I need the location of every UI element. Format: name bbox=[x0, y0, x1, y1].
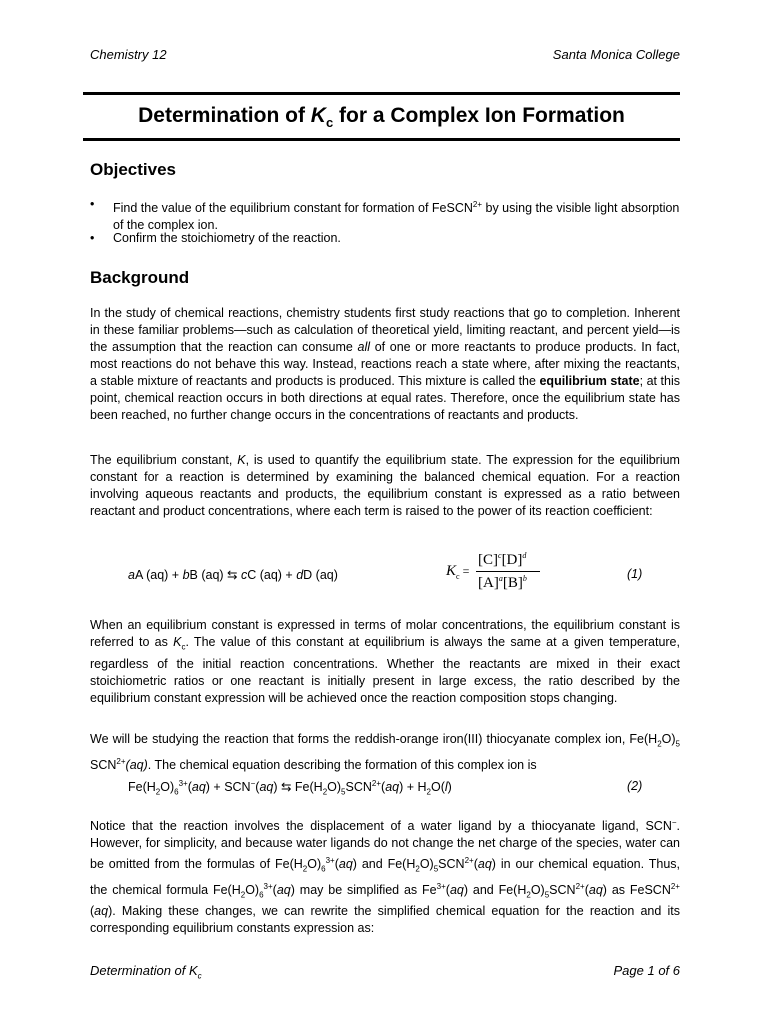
paragraph-2: The equilibrium constant, K, is used to quantify the equilibrium state. The expression for the equilibrium constant for a reaction is determined by examining the balanced chemical equation. For a reaction involving aqueous reactants and products, the equilibrium constant is expressed as a ratio between reactant and product concentrations, where each term is raised to the power of its reaction coefficient: bbox=[90, 453, 680, 518]
objectives-heading: Objectives bbox=[90, 160, 176, 179]
kc-numerator: $[C]^c[D]^d$ bbox=[478, 551, 527, 568]
objective-item: • Find the value of the equilibrium constant for formation of FeSCN$^{2+}$ by using the visible light absorption of the complex ion. bbox=[90, 197, 680, 233]
title-rule-bottom bbox=[83, 138, 680, 141]
kc-symbol: $K_c$ = bbox=[446, 563, 470, 581]
header-college: Santa Monica College bbox=[552, 47, 680, 62]
title-rule-top bbox=[83, 92, 680, 95]
equation-1-number: (1) bbox=[627, 567, 643, 581]
page-title: Determination of $K_c$ for a Complex Ion Formation bbox=[138, 104, 625, 131]
equation-1-reaction: aA (aq) + bB (aq) ⇆ cC (aq) + dD (aq) bbox=[128, 568, 338, 582]
equation-2-reaction: $Fe(H_2O)_6^{3+}(aq) + SCN^-(aq)$ ⇆ $Fe(H_2O)_5SCN^{2+}(aq) + H_2O(l)$ bbox=[128, 779, 452, 797]
paragraph-1: In the study of chemical reactions, chemistry students first study reactions that go to completion. Inherent in these familiar problems—such as calculation of theoretical yield, limiting reactant, and percent yield—is the assumption that the reaction can consume all of one or more reactants to produce products. In fact, most reactions do not behave this way. Instead, reactions reach a state where, after mixing the reactants, a stable mixture of reactants and products is produced. This mixture is called the equilibrium state; at this point, chemical reaction occurs in both directions at equal rates. Therefore, once the equilibrium state has been reached, no further change occurs in the concentrations of reactants and products. bbox=[90, 306, 681, 422]
equation-2-number: (2) bbox=[627, 779, 643, 793]
footer-title: Determination of $K_c$ bbox=[90, 963, 202, 981]
fraction-bar bbox=[476, 571, 540, 572]
header-course: Chemistry 12 bbox=[90, 47, 167, 62]
paragraph-5: Notice that the reaction involves the displacement of a water ligand by a thiocyanate ligand, SCN−. However, for simplicity, and because water ligands do not change the net charge of the species, water can be omitted from the formulas of $Fe(H_2O)_6^{3+}(aq)$ and $Fe(H_2O)_5SCN^{2+}(aq)$ in our chemical equation. Thus, the chemical formula $Fe(H_2O)_6^{3+}(aq)$ may be simplified as $Fe^{3+}(aq)$ and $Fe(H_2O)_5SCN^{2+}(aq)$ as FeSCN$^{2+}$(aq). Making these changes, we can rewrite the simplified chemical equation for the reaction and its corresponding equilibrium constants expression as: bbox=[90, 818, 681, 936]
page-number: Page 1 of 6 bbox=[613, 963, 680, 978]
paragraph-4: We will be studying the reaction that forms the reddish-orange iron(III) thiocyanate complex ion, $Fe(H_2O)_5$ $SCN^{2+}(aq)$. The chemical equation describing the formation of this complex ion is bbox=[90, 732, 680, 772]
kc-denominator: $[A]^a[B]^b$ bbox=[478, 574, 527, 591]
objective-item: • Confirm the stoichiometry of the reaction. bbox=[90, 231, 341, 245]
paragraph-3: When an equilibrium constant is expressed in terms of molar concentrations, the equilibrium constant is referred to as $K_c$. The value of this constant at equilibrium is always the same at a given temperature, regardless of the initial reaction concentrations. Whether the reactants are mixed in their exact stoichiometric ratios or one reactant is initially present in large excess, the ratio described by the equilibrium constant expression will be achieved once the reaction composition stops changing. bbox=[90, 618, 680, 705]
background-heading: Background bbox=[90, 268, 190, 287]
